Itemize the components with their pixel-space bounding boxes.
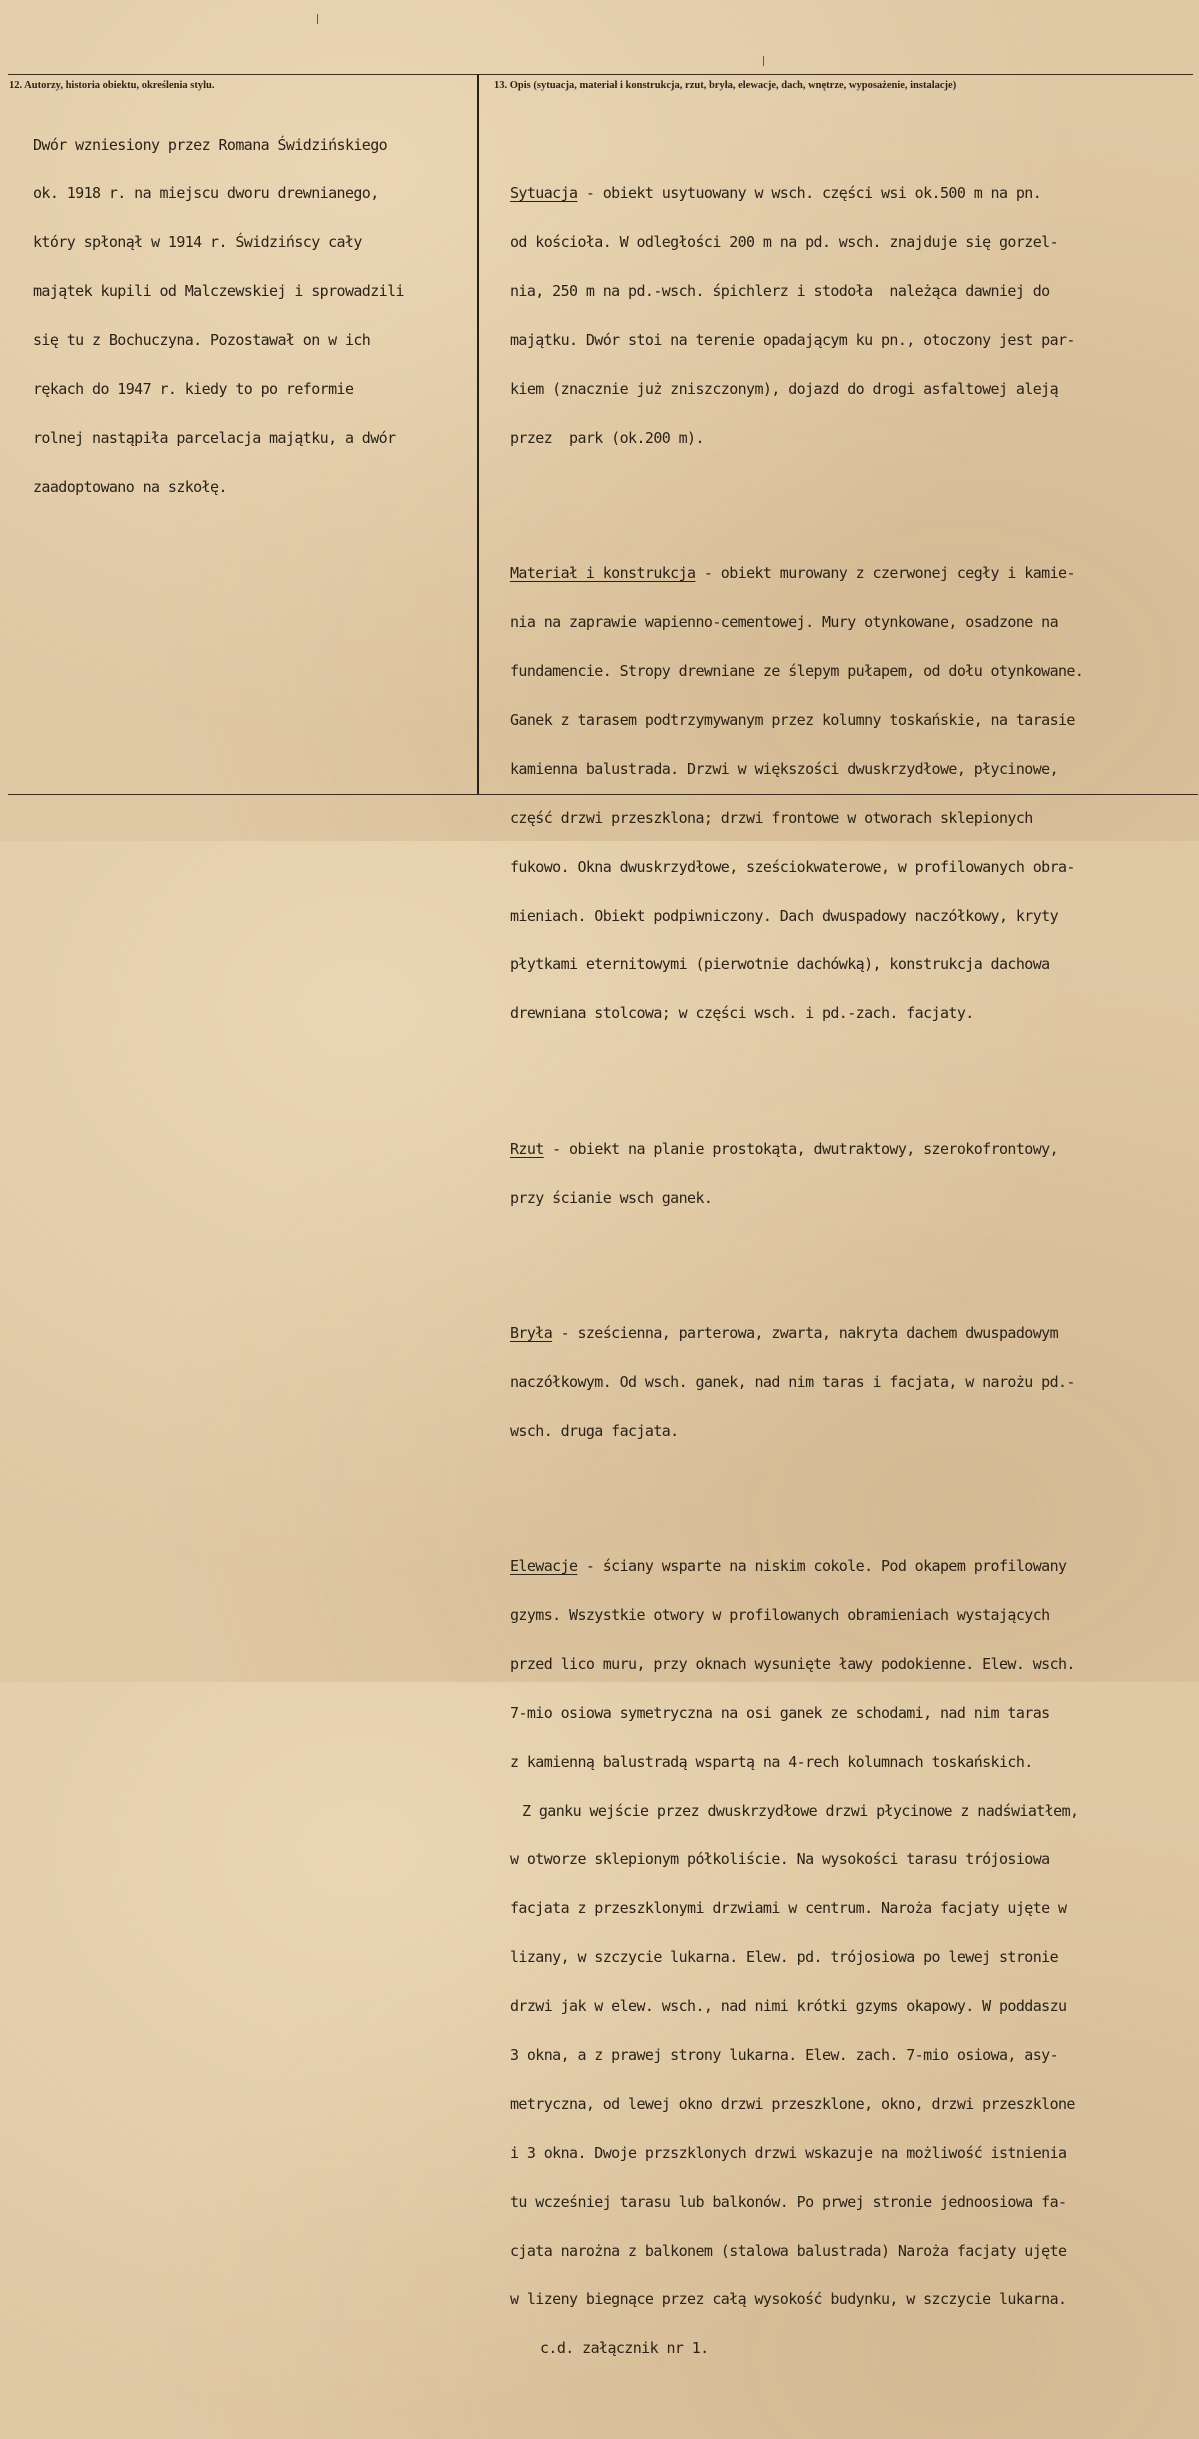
text-line: gzyms. Wszystkie otwory w profilowanych obramieniach wystających [510, 1606, 1050, 1625]
history-text [33, 104, 404, 528]
text-line: drewniana stolcowa; w części wsch. i pd.-zach. facjaty. [510, 1004, 974, 1023]
text-line: nia na zaprawie wapienno-cementowej. Mury otynkowane, osadzone na [510, 613, 1059, 632]
text-line: zaadoptowano na szkołę. [33, 477, 227, 496]
text-line: się tu z Bochuczyna. Pozostawał on w ich [33, 331, 371, 350]
text-line: ok. 1918 r. na miejscu dworu drewnianego, [33, 184, 379, 203]
text-line: rolnej nastąpiła parcelacja majątku, a dwór [33, 428, 396, 447]
text-line: Dwór wzniesiony przez Romana Świdzińskiego [33, 135, 388, 154]
text-line: kiem (znacznie już zniszczonym), dojazd do drogi asfaltowej aleją [510, 380, 1059, 399]
heading-rzut: Rzut [510, 1139, 544, 1158]
paragraph-material [510, 533, 1083, 1055]
paragraph-sytuacja [510, 153, 1083, 479]
text-fragment: - sześcienna, parterowa, zwarta, nakryta dachem dwuspadowym [552, 1323, 1059, 1342]
text-line: mieniach. Obiekt podpiwniczony. Dach dwuspadowy naczółkowy, kryty [510, 906, 1059, 925]
text-line: naczółkowym. Od wsch. ganek, nad nim taras i facjata, w narożu pd.- [510, 1372, 1075, 1391]
text-line: z kamienną balustradą wspartą na 4-rech kolumnach toskańskich. [510, 1752, 1033, 1771]
text-line: fundamencie. Stropy drewniane ze ślepym pułapem, od dołu otynkowane. [510, 662, 1084, 681]
paragraph-bryla [510, 1292, 1083, 1471]
text-line: płytkami eternitowymi (pierwotnie dachówką), konstrukcja dachowa [510, 955, 1050, 974]
text-line: część drzwi przeszklona; drzwi frontowe w otworach sklepionych [510, 808, 1033, 827]
text-fragment: - obiekt usytuowany w wsch. części wsi ok.500 m na pn. [577, 184, 1042, 203]
section-13-header: 13. Opis (sytuacja, materiał i konstrukcja, rzut, bryła, elewacje, dach, wnętrze, wyposażenie, instalacje) [494, 80, 957, 91]
column-divider [477, 74, 479, 794]
text-line: facjata z przeszklonymi drzwiami w centrum. Naroża facjaty ujęte w [510, 1899, 1067, 1918]
text-line: wsch. druga facjata. [510, 1421, 679, 1440]
heading-sytuacja: Sytuacja [510, 184, 578, 203]
text-line: w lizeny biegnące przez całą wysokość budynku, w szczycie lukarna. [510, 2290, 1067, 2309]
text-line: Z ganku wejście przez dwuskrzydłowe drzwi płycinowe z nadświatłem, [522, 1801, 1079, 1820]
text-line: cjata narożna z balkonem (stalowa balustrada) Naroża facjaty ujęte [510, 2241, 1067, 2260]
text-line: przed lico muru, przy oknach wysunięte ławy podokienne. Elew. wsch. [510, 1654, 1075, 1673]
text-line: przez park (ok.200 m). [510, 428, 704, 447]
text-line: rękach do 1947 r. kiedy to po reformie [33, 380, 354, 399]
paragraph-elewacje [510, 1526, 1083, 2390]
text-line: metryczna, od lewej okno drzwi przeszklone, okno, drzwi przeszklone [510, 2094, 1075, 2113]
section-12-header: 12. Autorzy, historia obiektu, określenia stylu. [9, 80, 215, 91]
heading-elewacje: Elewacje [510, 1557, 578, 1576]
text-line: 3 okna, a z prawej strony lukarna. Elew. zach. 7-mio osiowa, asy- [510, 2046, 1059, 2065]
text-line: Ganek z tarasem podtrzymywanym przez kolumny toskańskie, na tarasie [510, 710, 1075, 729]
paper-mark [763, 56, 764, 66]
text-line: kamienna balustrada. Drzwi w większości dwuskrzydłowe, płycinowe, [510, 759, 1059, 778]
text-line: przy ścianie wsch ganek. [510, 1188, 713, 1207]
text-fragment: - obiekt na planie prostokąta, dwutraktowy, szerokofrontowy, [543, 1139, 1059, 1158]
text-line: majątku. Dwór stoi na terenie opadającym ku pn., otoczony jest par- [510, 331, 1075, 350]
text-line: który spłonął w 1914 r. Świdzińscy cały [33, 233, 362, 252]
text-line: fukowo. Okna dwuskrzydłowe, sześciokwaterowe, w profilowanych obra- [510, 857, 1075, 876]
text-fragment: - obiekt murowany z czerwonej cegły i kamie- [695, 564, 1075, 583]
text-line: i 3 okna. Dwoje przszklonych drzwi wskazuje na możliwość istnienia [510, 2143, 1067, 2162]
paper-mark [317, 14, 318, 24]
text-line: w otworze sklepionym półkoliście. Na wysokości tarasu trójosiowa [510, 1850, 1050, 1869]
top-rule [8, 74, 1193, 75]
text-line: 7-mio osiowa symetryczna na osi ganek ze schodami, nad nim taras [510, 1703, 1050, 1722]
heading-bryla: Bryła [510, 1323, 553, 1342]
text-fragment: - ściany wsparte na niskim cokole. Pod okapem profilowany [577, 1557, 1067, 1576]
description-text [510, 104, 1083, 2438]
heading-material: Materiał i konstrukcja [510, 564, 696, 583]
text-line: drzwi jak w elew. wsch., nad nimi krótki gzyms okapowy. W poddaszu [510, 1997, 1067, 2016]
paragraph-rzut [510, 1108, 1083, 1238]
text-line: od kościoła. W odległości 200 m na pd. wsch. znajduje się gorzel- [510, 233, 1059, 252]
text-line: majątek kupili od Malczewskiej i sprowadzili [33, 282, 404, 301]
text-line: nia, 250 m na pd.-wsch. śpichlerz i stodoła należąca dawniej do [510, 282, 1050, 301]
text-line: tu wcześniej tarasu lub balkonów. Po prwej stronie jednoosiowa fa- [510, 2192, 1067, 2211]
text-line: lizany, w szczycie lukarna. Elew. pd. trójosiowa po lewej stronie [510, 1948, 1059, 1967]
continuation-note: c.d. załącznik nr 1. [540, 2339, 709, 2358]
